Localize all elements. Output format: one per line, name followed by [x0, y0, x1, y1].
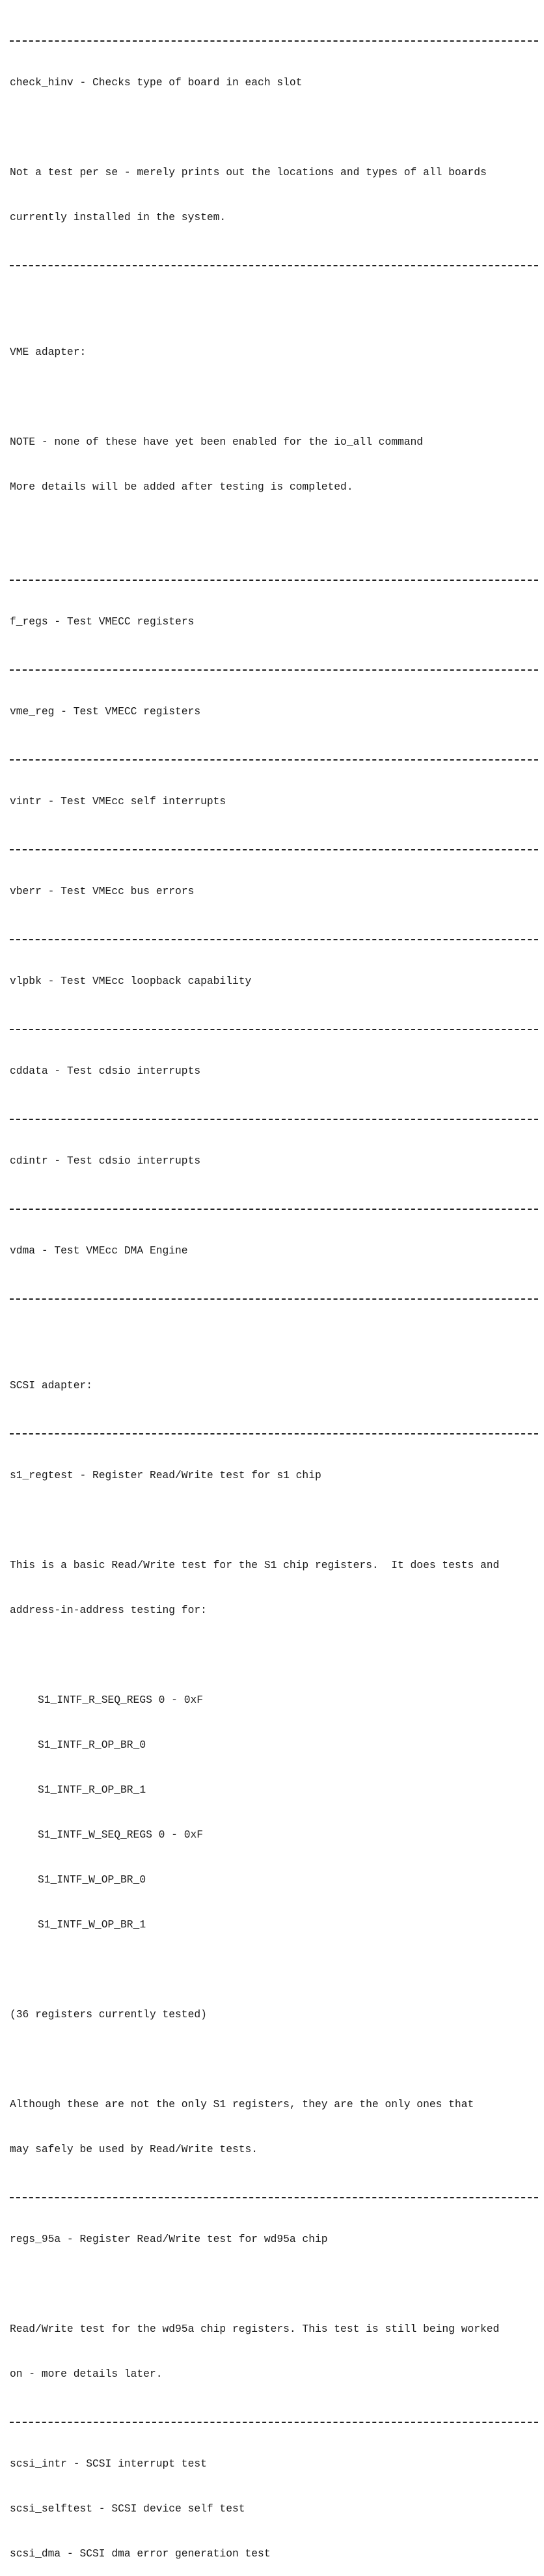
dashed-divider: [10, 929, 538, 944]
scsi-test-item: scsi_selftest - SCSI device self test: [10, 2502, 245, 2515]
vme-test-item: vdma - Test VMEcc DMA Engine: [10, 1244, 188, 1257]
check-hinv-description: currently installed in the system.: [10, 211, 226, 223]
check-hinv-description: Not a test per se - merely prints out the locations and types of all boards: [10, 166, 487, 178]
s1-register-item: S1_INTF_W_SEQ_REGS 0 - 0xF: [38, 1828, 204, 1841]
vme-test-item: cdintr - Test cdsio interrupts: [10, 1155, 201, 1167]
s1-regtest-description: address-in-address testing for:: [10, 1604, 207, 1616]
dashed-divider: [10, 1198, 538, 1213]
s1-register-item: S1_INTF_R_OP_BR_1: [38, 1784, 146, 1796]
dashed-divider: [10, 30, 538, 45]
vme-test-item: vme_reg - Test VMECC registers: [10, 705, 201, 718]
s1-note: may safely be used by Read/Write tests.: [10, 2143, 258, 2155]
s1-note: Although these are not the only S1 registers, they are the only ones that: [10, 2098, 474, 2110]
dashed-divider: [10, 1108, 538, 1123]
s1-register-item: S1_INTF_W_OP_BR_1: [38, 1918, 146, 1931]
scsi-adapter-heading: SCSI adapter:: [10, 1379, 93, 1392]
dashed-divider: [10, 2411, 538, 2426]
s1-register-count: (36 registers currently tested): [10, 2008, 207, 2021]
vme-test-item: vberr - Test VMEcc bus errors: [10, 885, 195, 897]
s1-register-item: S1_INTF_W_OP_BR_0: [38, 1873, 146, 1886]
dashed-divider: [10, 1018, 538, 1033]
scsi-test-item: scsi_dma - SCSI dma error generation test: [10, 2547, 271, 2560]
check-hinv-title: check_hinv - Checks type of board in each slot: [10, 76, 303, 89]
dashed-divider: [10, 2187, 538, 2202]
vme-test-item: vlpbk - Test VMEcc loopback capability: [10, 975, 252, 987]
dashed-divider: [10, 1288, 538, 1303]
dashed-divider: [10, 659, 538, 674]
vme-note: NOTE - none of these have yet been enabled for the io_all command: [10, 436, 424, 448]
vme-test-item: vintr - Test VMEcc self interrupts: [10, 795, 226, 807]
dashed-divider: [10, 255, 538, 270]
scsi-test-item: scsi_intr - SCSI interrupt test: [10, 2457, 207, 2470]
vme-test-item: cddata - Test cdsio interrupts: [10, 1065, 201, 1077]
vme-test-item: f_regs - Test VMECC registers: [10, 615, 195, 628]
dashed-divider: [10, 749, 538, 764]
dashed-divider: [10, 569, 538, 584]
s1-regtest-title: s1_regtest - Register Read/Write test for s1 chip: [10, 1469, 321, 1481]
document-page: [10, 0, 538, 2576]
dashed-divider: [10, 839, 538, 854]
dashed-divider: [10, 1423, 538, 1438]
s1-regtest-description: This is a basic Read/Write test for the S1 chip registers. It does tests and: [10, 1559, 500, 1571]
s1-register-item: S1_INTF_R_OP_BR_0: [38, 1739, 146, 1751]
regs-95a-title: regs_95a - Register Read/Write test for wd95a chip: [10, 2233, 328, 2245]
vme-note: More details will be added after testing is completed.: [10, 481, 353, 493]
regs-95a-description: Read/Write test for the wd95a chip registers. This test is still being worked: [10, 2323, 500, 2335]
regs-95a-description: on - more details later.: [10, 2368, 163, 2380]
s1-register-item: S1_INTF_R_SEQ_REGS 0 - 0xF: [38, 1694, 204, 1706]
vme-adapter-heading: VME adapter:: [10, 346, 87, 358]
